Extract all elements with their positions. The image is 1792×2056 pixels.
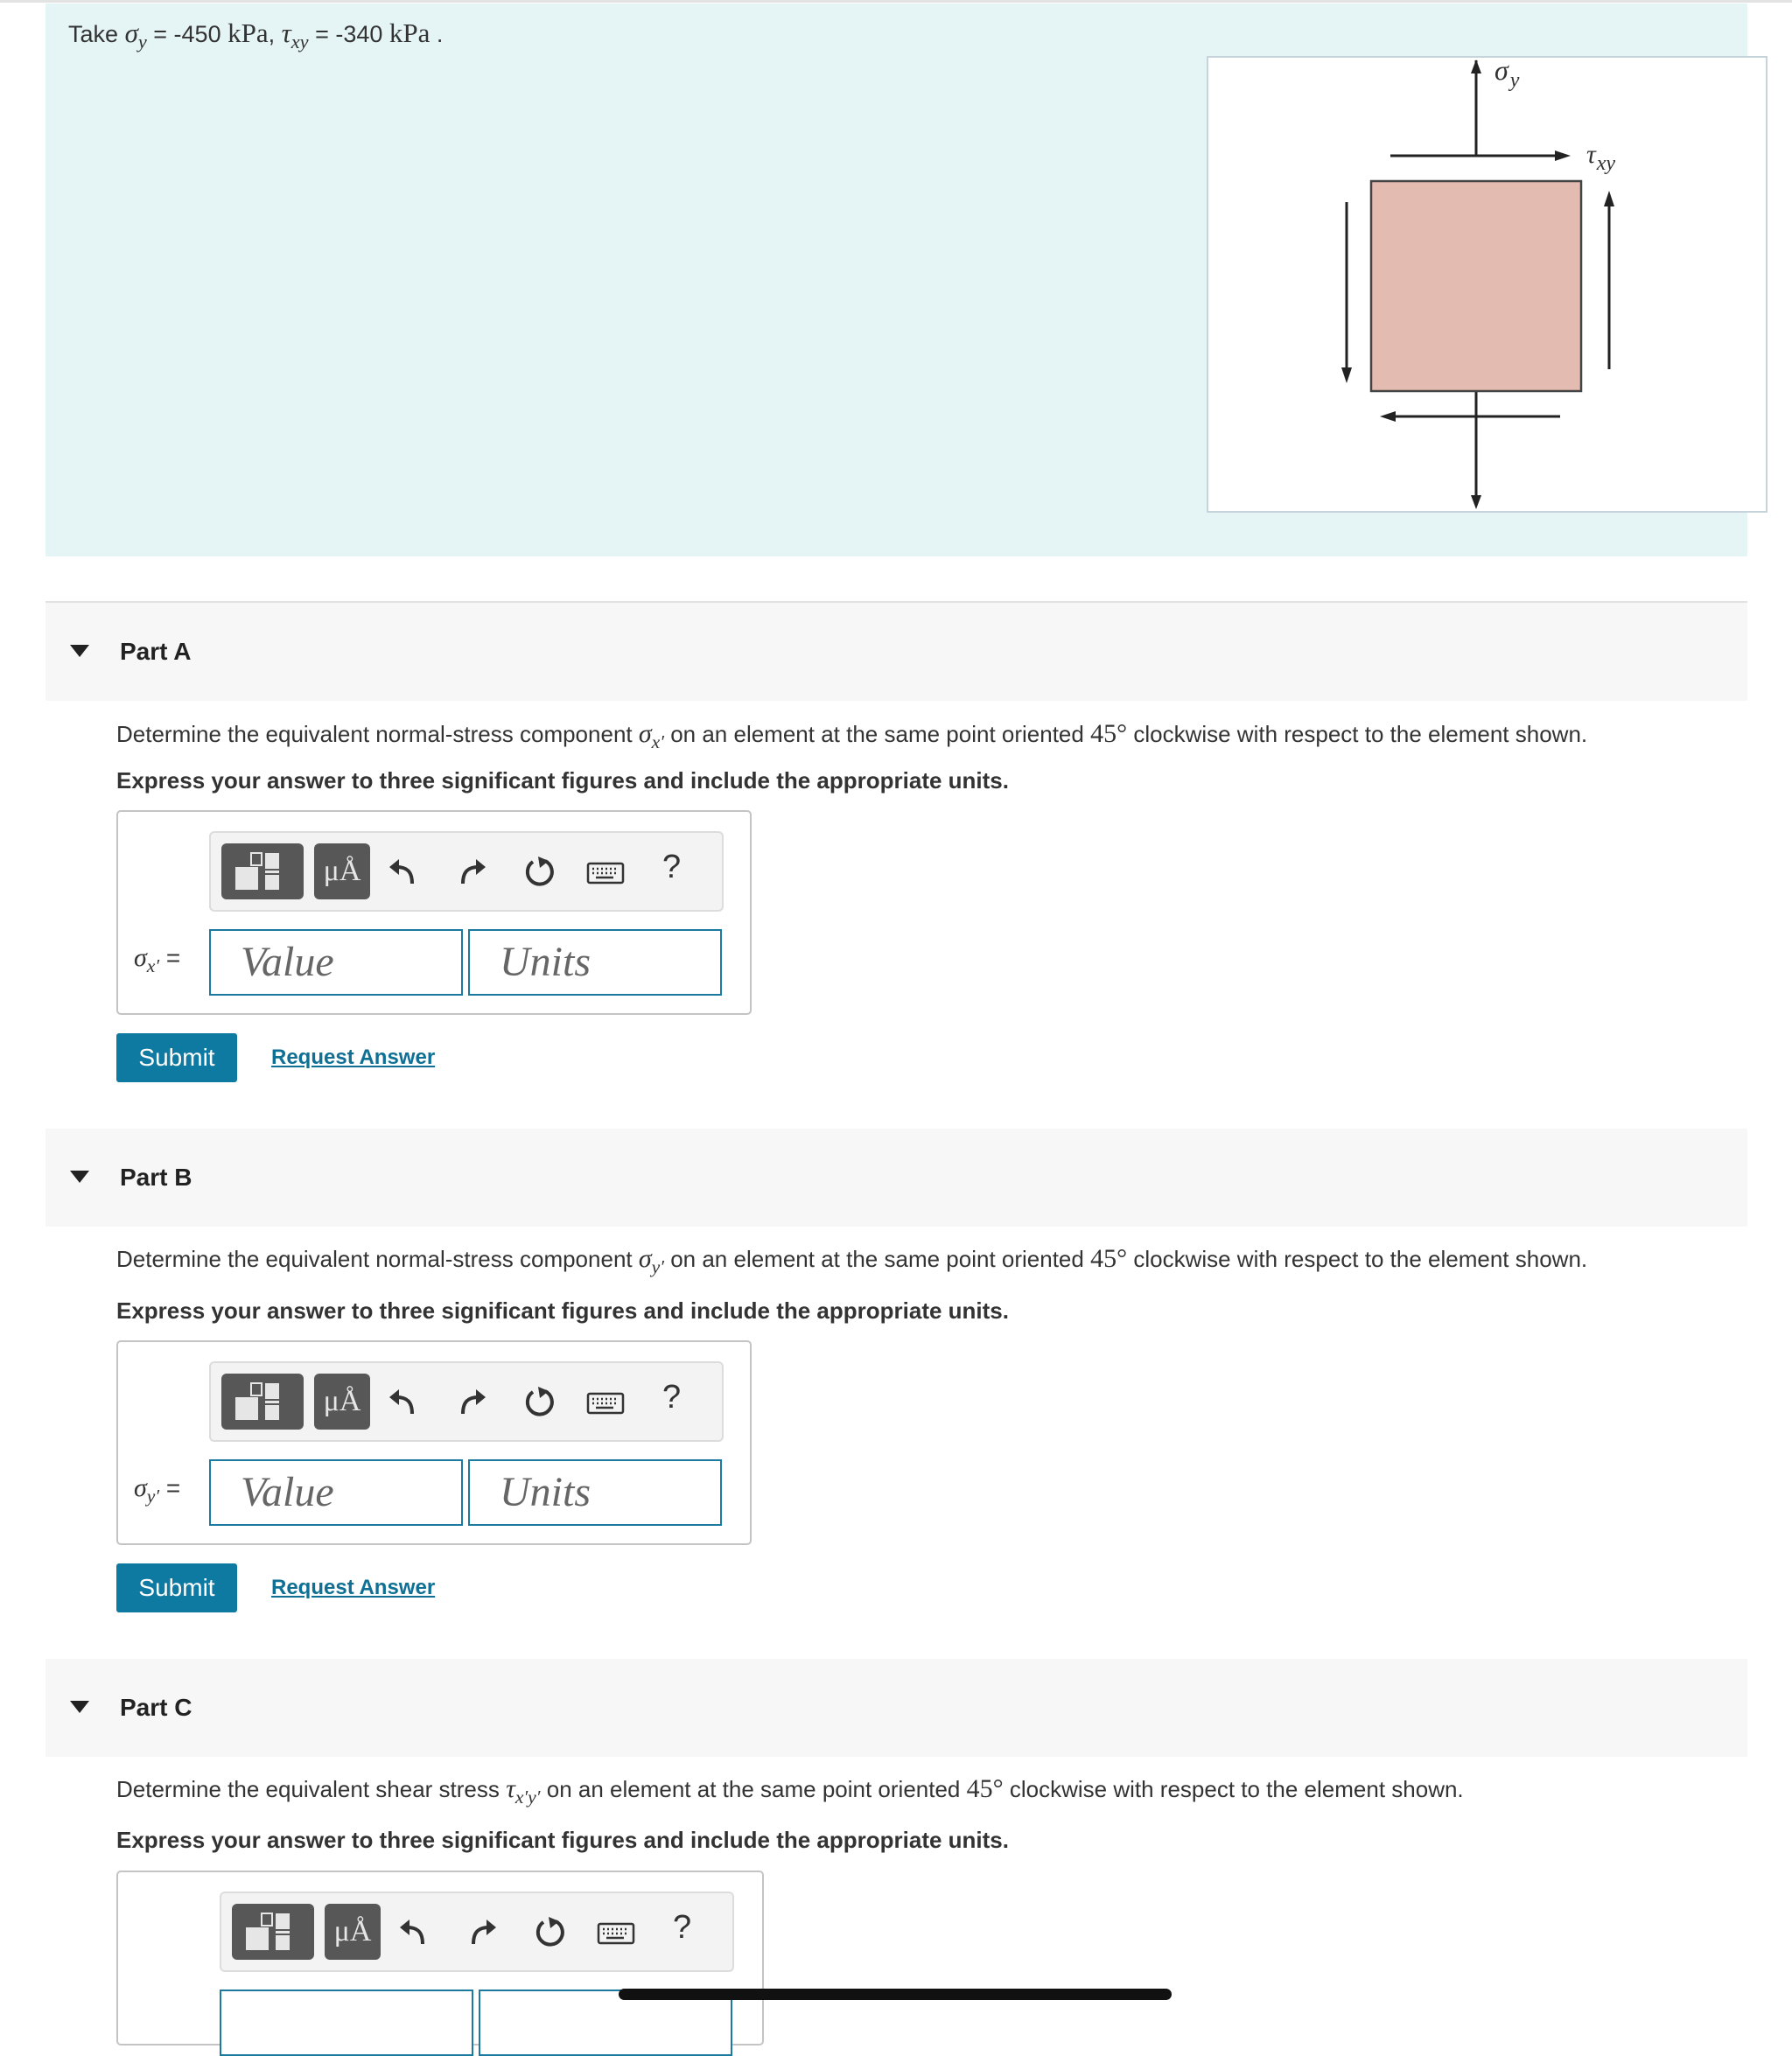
- help-button[interactable]: ?: [662, 1379, 682, 1416]
- answer-variable-label: $\sigma_{y'}$ =: [134, 1473, 181, 1507]
- answer-variable-label: $\sigma_{x'}$ =: [134, 943, 181, 976]
- redo-icon[interactable]: [454, 1384, 489, 1419]
- part-b-submit-button[interactable]: Submit: [116, 1563, 237, 1612]
- reset-icon[interactable]: [522, 1384, 557, 1419]
- keyboard-icon[interactable]: [585, 1384, 626, 1419]
- part-a-title: Part A: [120, 638, 192, 665]
- keyboard-icon[interactable]: [596, 1914, 636, 1949]
- sigma-y-value: = -450: [153, 21, 221, 47]
- redo-icon[interactable]: [454, 854, 489, 889]
- tau-top-arrowhead: [1555, 150, 1571, 161]
- top-divider: [0, 0, 1792, 3]
- tau-left-arrowhead: [1341, 367, 1352, 383]
- sigma-y-label: $\sigma_y$: [1494, 58, 1520, 92]
- math-toolbar: [209, 831, 724, 912]
- redo-icon[interactable]: [465, 1914, 500, 1949]
- tau-right-arrowhead: [1604, 191, 1614, 206]
- templates-icon: [232, 1380, 293, 1423]
- part-b-question: Determine the equivalent normal-stress component $\sigma_{y'}$ on an element at the same point oriented 45° clockwise with respect to the element shown.: [116, 1244, 1588, 1277]
- collapse-triangle-icon[interactable]: [70, 1701, 89, 1713]
- value-input[interactable]: [220, 1990, 473, 2056]
- part-b-title: Part B: [120, 1164, 192, 1191]
- tau-xy-label: $\tau_{xy}$: [1586, 140, 1616, 175]
- units-input[interactable]: Units: [468, 929, 722, 996]
- part-c-instruction: Express your answer to three significant figures and include the appropriate units.: [116, 1827, 1009, 1853]
- part-a-request-answer-link[interactable]: Request Answer: [271, 1045, 436, 1069]
- tau-bottom-arrowhead: [1380, 411, 1396, 422]
- sigma-y-symbol: $\sigma_y$: [124, 17, 147, 53]
- sigma-y-bottom-arrowhead: [1471, 495, 1481, 509]
- problem-statement: Take $\sigma_y = -450$ kPa, $\tau_{xy} = -340$ kPa .: [68, 17, 444, 53]
- templates-button[interactable]: [221, 1374, 304, 1430]
- help-button[interactable]: ?: [662, 849, 682, 885]
- part-c-title: Part C: [120, 1694, 192, 1721]
- part-a-submit-button[interactable]: Submit: [116, 1033, 237, 1082]
- units-symbols-button[interactable]: μÅ: [314, 1374, 370, 1430]
- part-c-answer-box: [116, 1871, 764, 2046]
- value-input[interactable]: Value: [209, 1459, 463, 1526]
- part-b-answer-box: [116, 1340, 752, 1545]
- templates-button[interactable]: [232, 1904, 314, 1960]
- part-a-question: Determine the equivalent normal-stress component $\sigma_{x'}$ on an element at the same point oriented 45° clockwise with respect to the element shown.: [116, 719, 1588, 752]
- units-symbols-button[interactable]: μÅ: [325, 1904, 381, 1960]
- value-input[interactable]: Value: [209, 929, 463, 996]
- templates-button[interactable]: [221, 843, 304, 899]
- tau-xy-unit: kPa: [388, 17, 430, 48]
- part-a-instruction: Express your answer to three significant figures and include the appropriate units.: [116, 767, 1009, 794]
- math-toolbar: [220, 1892, 734, 1972]
- undo-icon[interactable]: [386, 1384, 421, 1419]
- tau-xy-symbol: $\tau_{xy}$: [281, 17, 309, 53]
- units-symbols-button[interactable]: μÅ: [314, 843, 370, 899]
- help-button[interactable]: ?: [673, 1909, 692, 1946]
- part-b-request-answer-link[interactable]: Request Answer: [271, 1576, 436, 1599]
- reset-icon[interactable]: [522, 854, 557, 889]
- part-c-header[interactable]: [46, 1659, 1747, 1757]
- math-toolbar: [209, 1361, 724, 1442]
- templates-icon: [232, 850, 293, 893]
- sigma-y-top-arrowhead: [1471, 59, 1481, 73]
- undo-icon[interactable]: [396, 1914, 431, 1949]
- reset-icon[interactable]: [533, 1914, 568, 1949]
- stress-element-figure: [1207, 56, 1768, 513]
- stress-element-square: [1371, 181, 1581, 391]
- part-a-header[interactable]: [46, 601, 1747, 701]
- keyboard-icon[interactable]: [585, 854, 626, 889]
- part-c-question: Determine the equivalent shear stress $\tau_{x'y'}$ on an element at the same point oriented 45° clockwise with respect to the element shown.: [116, 1774, 1464, 1808]
- templates-icon: [242, 1910, 304, 1954]
- sigma-y-unit: kPa: [228, 17, 269, 48]
- collapse-triangle-icon[interactable]: [70, 645, 89, 657]
- units-input[interactable]: Units: [468, 1459, 722, 1526]
- intro-take-text: Take: [68, 21, 119, 47]
- tau-xy-value: = -340: [315, 21, 383, 47]
- horizontal-scrollbar[interactable]: [619, 1989, 1172, 2000]
- part-b-instruction: Express your answer to three significant figures and include the appropriate units.: [116, 1297, 1009, 1324]
- stress-element-diagram: [1208, 58, 1766, 511]
- part-a-answer-box: [116, 810, 752, 1015]
- undo-icon[interactable]: [386, 854, 421, 889]
- part-b-header[interactable]: [46, 1129, 1747, 1227]
- collapse-triangle-icon[interactable]: [70, 1171, 89, 1183]
- problem-intro-panel: [46, 3, 1747, 556]
